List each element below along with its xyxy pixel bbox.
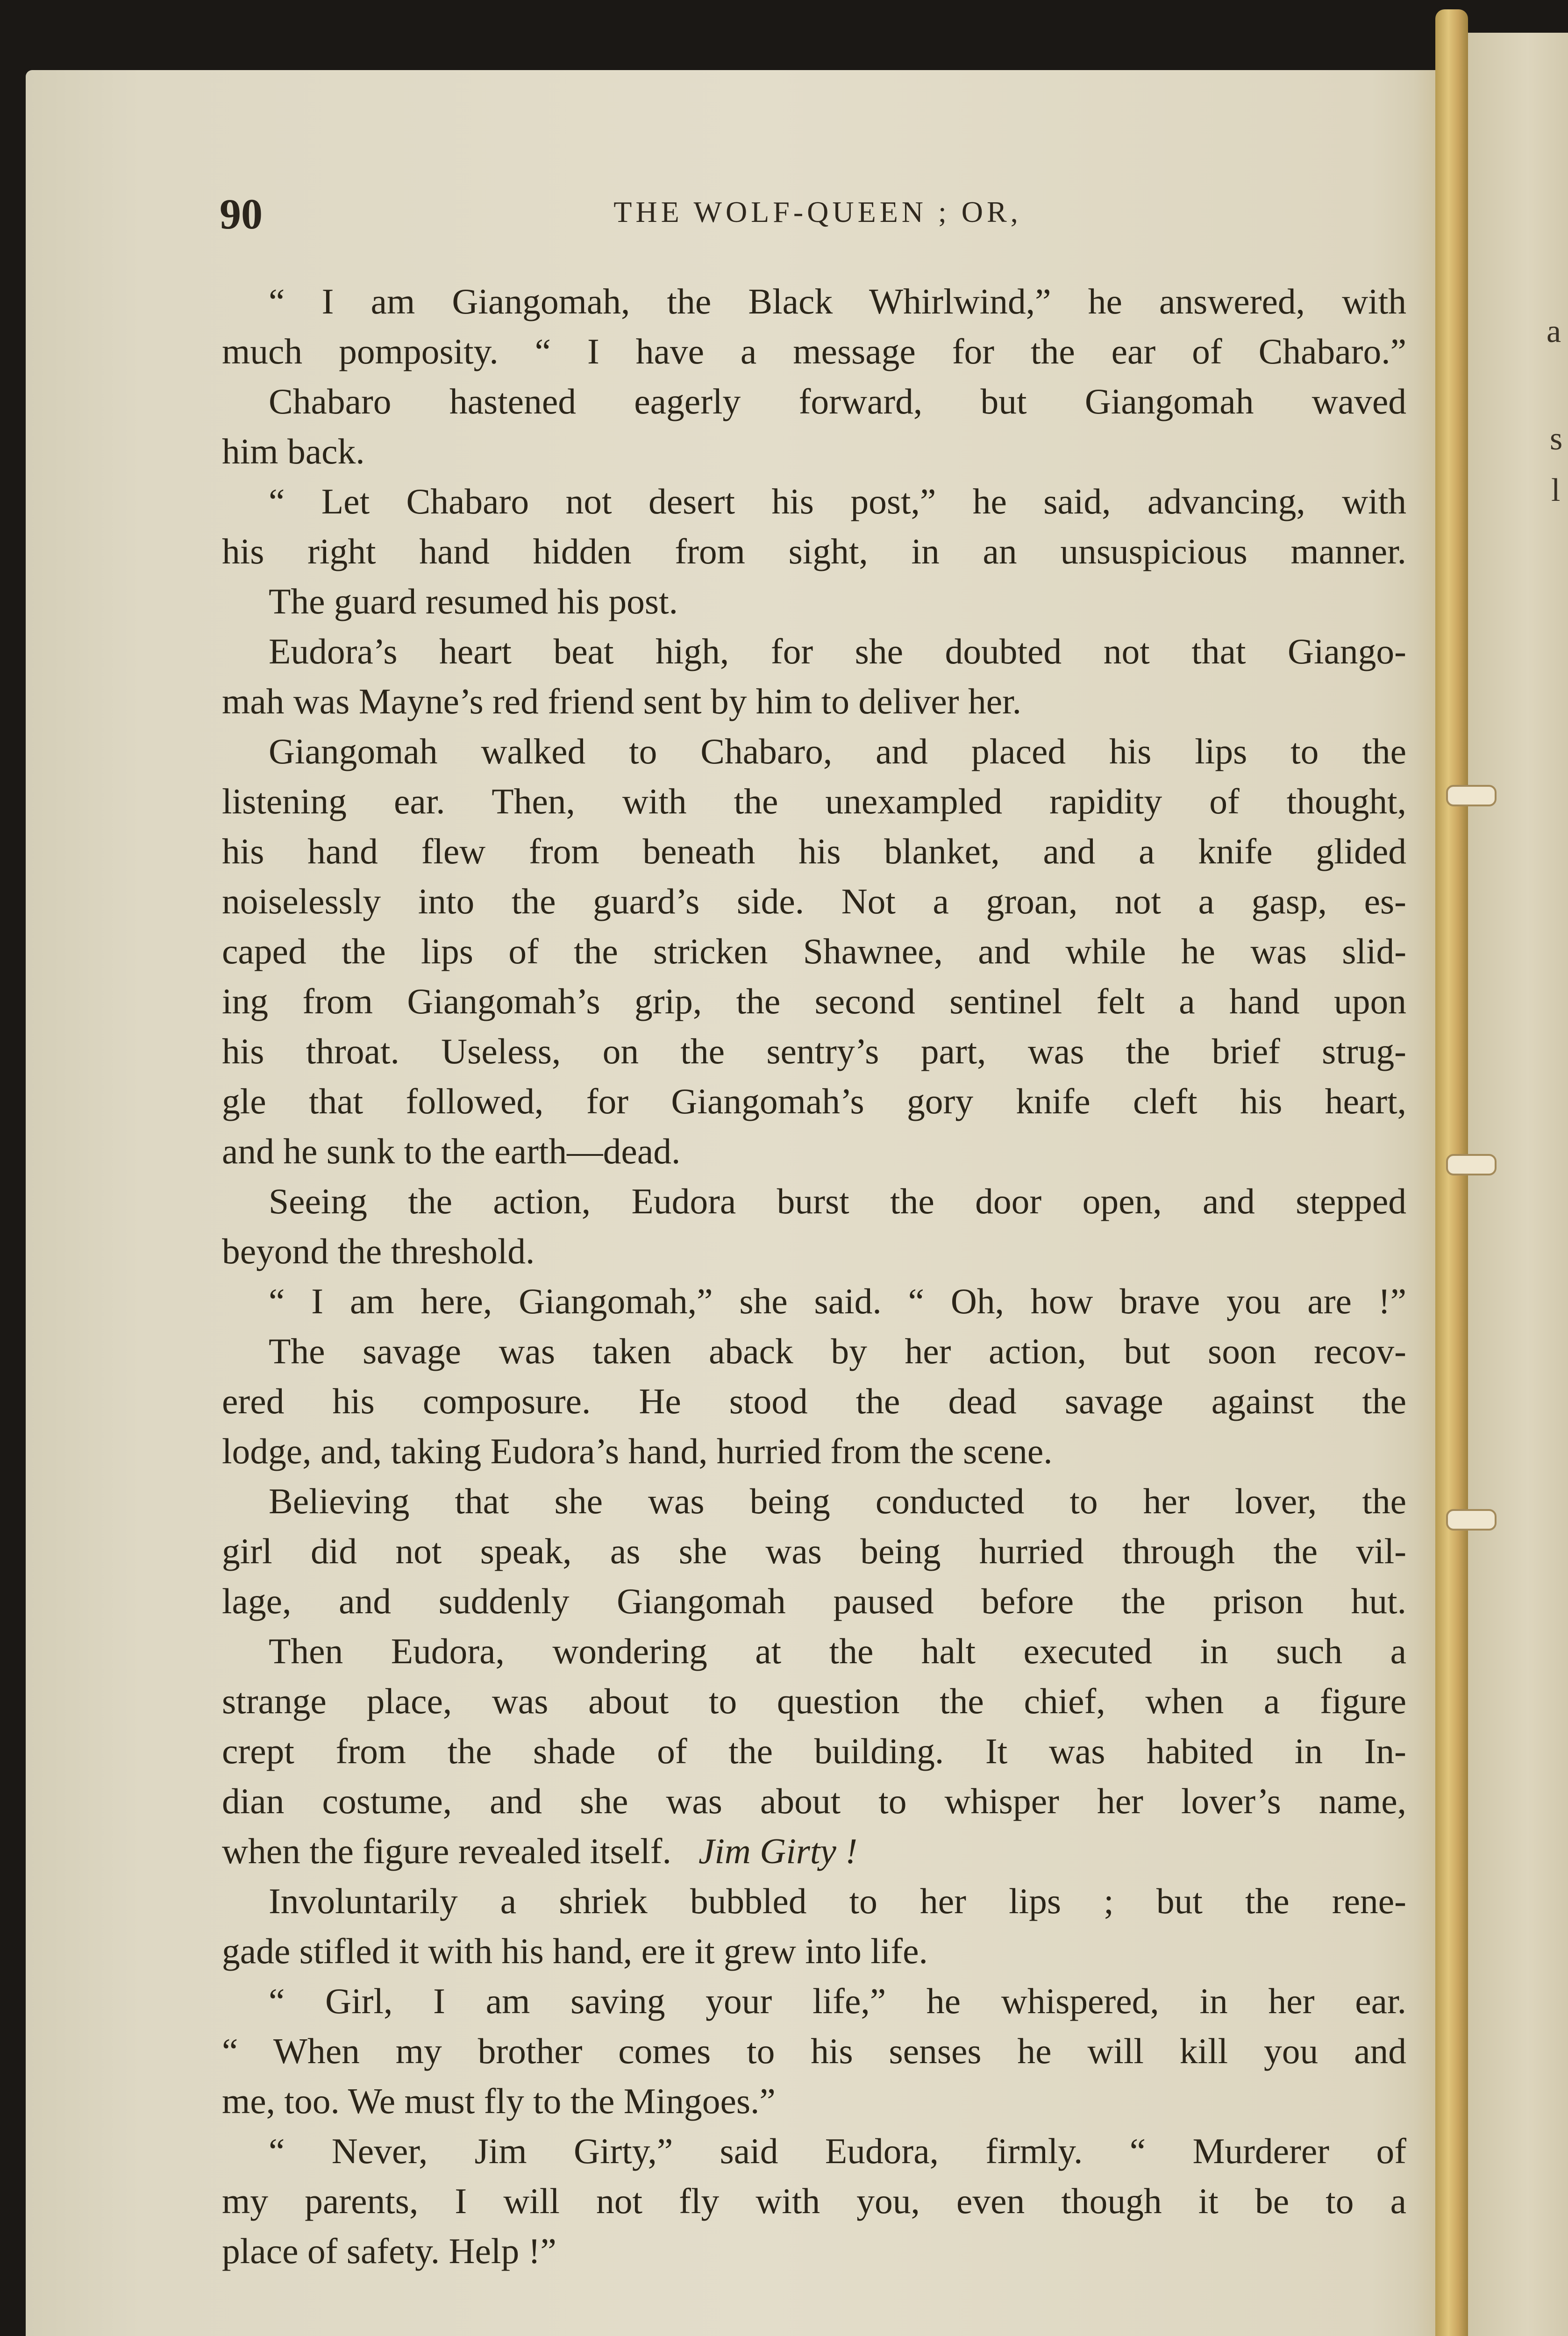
edge-letter: a [1547, 313, 1561, 349]
edge-letter: s [1550, 421, 1563, 457]
adjacent-page-edge [1468, 33, 1568, 2336]
text-line: “ I am Giangomah, the Black Whirlwind,” he answered, with [269, 281, 1406, 321]
text-line: Chabaro hastened eagerly forward, but Giangomah waved [269, 381, 1406, 421]
text-line: Seeing the action, Eudora burst the door open, and stepped [269, 1181, 1406, 1221]
binding-stitch [1446, 785, 1497, 806]
text-line: noiselessly into the guard’s side. Not a groan, not a gasp, es- [222, 881, 1406, 921]
page-number: 90 [220, 190, 263, 238]
text-line: much pomposity. “ I have a message for the ear of Chabaro.” [222, 331, 1406, 371]
text-line: him back. [222, 431, 365, 471]
body-text [222, 277, 1406, 2276]
text-line: mah was Mayne’s red friend sent by him to deliver her. [222, 681, 1022, 721]
text-line: The guard resumed his post. [269, 581, 678, 621]
text-line: “ Never, Jim Girty,” said Eudora, firmly. “ Murderer of [269, 2131, 1406, 2171]
page-header [220, 189, 1416, 236]
text-line: Eudora’s heart beat high, for she doubted not that Giango- [269, 631, 1406, 671]
text-line: his right hand hidden from sight, in an unsuspicious manner. [222, 531, 1406, 571]
text-line: “ Girl, I am saving your life,” he whispered, in her ear. [269, 1981, 1406, 2021]
text-line: lage, and suddenly Giangomah paused before the prison hut. [222, 1581, 1406, 1621]
text-line: lodge, and, taking Eudora’s hand, hurried from the scene. [222, 1431, 1053, 1471]
text-line: his hand flew from beneath his blanket, and a knife glided [222, 831, 1406, 871]
text-line: and he sunk to the earth—dead. [222, 1131, 681, 1171]
text-line: strange place, was about to question the chief, when a figure [222, 1681, 1406, 1721]
text-segment: when the figure revealed itself. [222, 1831, 671, 1871]
text-line: ered his composure. He stood the dead savage against the [222, 1381, 1406, 1421]
text-line: “ When my brother comes to his senses he will kill you and [222, 2031, 1406, 2071]
text-line: Giangomah walked to Chabaro, and placed his lips to the [269, 731, 1406, 771]
text-line: “ Let Chabaro not desert his post,” he said, advancing, with [269, 481, 1406, 521]
text-line [222, 1826, 1406, 1876]
text-line: girl did not speak, as she was being hurried through the vil- [222, 1531, 1406, 1571]
text-line: gle that followed, for Giangomah’s gory knife cleft his heart, [222, 1081, 1406, 1121]
text-line: Involuntarily a shriek bubbled to her lips ; but the rene- [269, 1881, 1406, 1921]
text-line: Believing that she was being conducted to her lover, the [269, 1481, 1406, 1521]
italic-phrase: Jim Girty ! [698, 1831, 858, 1871]
text-line: caped the lips of the stricken Shawnee, and while he was slid- [222, 931, 1406, 971]
text-line: beyond the threshold. [222, 1231, 535, 1271]
text-line: my parents, I will not fly with you, even though it be to a [222, 2181, 1406, 2221]
text-line: place of safety. Help !” [222, 2231, 556, 2271]
text-line: The savage was taken aback by her action, but soon recov- [269, 1331, 1406, 1371]
text-line: me, too. We must fly to the Mingoes.” [222, 2081, 776, 2121]
text-line: “ I am here, Giangomah,” she said. “ Oh, how brave you are !” [269, 1281, 1406, 1321]
text-line: Then Eudora, wondering at the halt executed in such a [269, 1631, 1406, 1671]
edge-letter: l [1551, 472, 1561, 508]
binding-stitch [1446, 1154, 1497, 1175]
running-head: THE WOLF-QUEEN ; OR, [613, 195, 1022, 228]
binding-stitch [1446, 1509, 1497, 1531]
text-line: dian costume, and she was about to whisper her lover’s name, [222, 1781, 1406, 1821]
text-line: listening ear. Then, with the unexampled rapidity of thought, [222, 781, 1406, 821]
text-line: his throat. Useless, on the sentry’s part, was the brief strug- [222, 1031, 1406, 1071]
text-line: crept from the shade of the building. It was habited in In- [222, 1731, 1406, 1771]
text-line: gade stifled it with his hand, ere it grew into life. [222, 1931, 928, 1971]
text-line: ing from Giangomah’s grip, the second sentinel felt a hand upon [222, 981, 1406, 1021]
